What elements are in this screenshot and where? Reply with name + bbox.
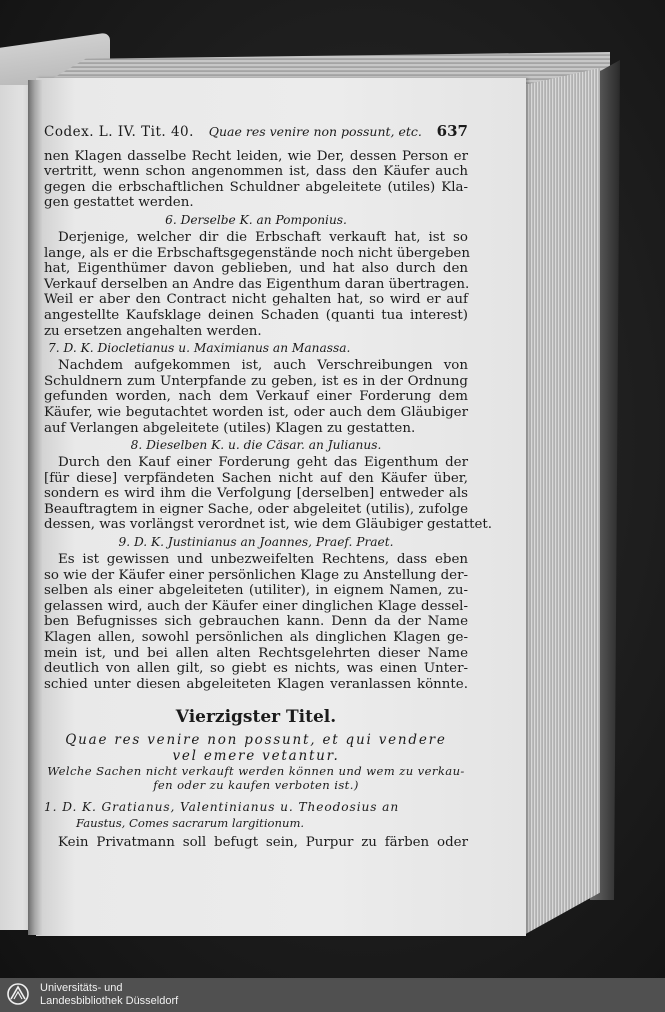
text-line: Verkauf derselben an Andre das Eigenthum daran übertragen. (44, 276, 470, 292)
text-line: schied unter diesen abgeleiteten Klagen veranlassen könnte. (44, 676, 468, 692)
latin-title-line: Quae res venire non possunt, et qui vendere (65, 732, 447, 748)
text-line: Derjenige, welcher dir die Erbschaft verkauft hat, ist so (58, 229, 468, 245)
text-line: Klagen allen, sowohl persönlichen als dinglichen Klagen ge- (44, 630, 468, 646)
text-line: auf Verlangen abgeleitete (utiles) Klagen zu gestatten. (44, 420, 416, 436)
text-line: dessen, was vorlängst verordnet ist, wie dem Gläubiger gestattet. (44, 517, 493, 533)
heading-law-7: 7. D. K. Diocletianus u. Maximianus an Manassa. (48, 341, 351, 356)
text-line: Käufer, wie begutachtet worden ist, oder auch dem Gläubiger (44, 404, 468, 420)
heading-law-9: 9. D. K. Justinianus an Joannes, Praef. Praet. (118, 535, 394, 550)
page-side-edges (522, 68, 600, 936)
text-line: sondern es wird ihm die Verfolgung [derselben] entweder als (44, 486, 468, 502)
text-line: gelassen wird, auch der Käufer einer dinglichen Klage dessel- (44, 598, 468, 614)
text-line: ben Befugnisses sich gebrauchen kann. Denn da der Name (44, 614, 468, 630)
text-line: Beauftragtem in eigner Sache, oder abgeleitet (utilis), zufolge (44, 501, 468, 517)
heading-law-1: 1. D. K. Gratianus, Valentinianus u. Theodosius an (44, 800, 400, 814)
heading-law-1-continued: Faustus, Comes sacrarum largitionum. (76, 815, 305, 830)
running-header (44, 124, 468, 141)
heading-law-8: 8. Dieselben K. u. die Cäsar. an Julianus. (130, 438, 382, 453)
text-line: Durch den Kauf einer Forderung geht das Eigenthum der (58, 455, 468, 471)
page-text (44, 122, 493, 851)
german-title-line: Welche Sachen nicht verkauft werden können und wem zu verkau- (47, 764, 465, 778)
text-line: gen gestattet werden. (44, 195, 194, 211)
text-line: angestellte Kaufsklage deinen Schaden (quanti tua interest) (44, 307, 468, 323)
text-line: hat, Eigenthümer davon geblieben, und hat also durch den (44, 261, 468, 277)
paragraph-law-7 (44, 358, 468, 436)
text-line: nen Klagen dasselbe Recht leiden, wie Der, dessen Person er (44, 148, 468, 164)
text-line: gefunden worden, nach dem Verkauf einer Forderung dem (44, 389, 468, 405)
text-line: deutlich von allen gilt, so giebt es nichts, was einen Unter- (44, 661, 468, 677)
library-name-line1: Universitäts- und (40, 982, 123, 994)
text-line: Es ist gewissen und unbezweifelten Rechtens, dass eben (58, 552, 468, 568)
text-line: gegen die erbschaftlichen Schuldner abgeleitete (utiles) Kla- (44, 179, 468, 195)
paragraph-law-6 (44, 230, 468, 339)
text-line: [für diese] verpfändeten Sachen nicht auf den Käufer über, (44, 470, 468, 486)
library-name[interactable] (40, 982, 178, 1008)
german-title-line: fen oder zu kaufen verboten ist.) (153, 778, 359, 792)
section-title: Vierzigster Titel. (175, 707, 337, 728)
latin-title-line: vel emere vetantur. (172, 748, 340, 764)
heading-law-6: 6. Derselbe K. an Pomponius. (165, 212, 347, 227)
text-line: Kein Privatmann soll befugt sein, Purpur zu färben oder (58, 835, 468, 851)
paragraph-continued (44, 149, 468, 211)
header-codex: Codex. L. IV. Tit. 40. (44, 124, 194, 140)
text-line: Nachdem aufgekommen ist, auch Verschreibungen von (58, 358, 468, 374)
text-line: vertritt, wenn schon angenommen ist, dass den Käufer auch (44, 164, 468, 180)
text-line: lange, als er die Erbschaftsgegenstände noch nicht übergeben (44, 245, 470, 261)
text-line: so wie der Käufer einer persönlichen Klage zu Anstellung der- (44, 567, 468, 583)
text-line: zu ersetzen angehalten werden. (44, 323, 262, 339)
ulb-logo-icon (6, 982, 30, 1006)
library-footer-bar (0, 978, 665, 1012)
paragraph-law-9 (44, 552, 468, 692)
text-line: Weil er aber den Contract nicht gehalten hat, so wird er auf (44, 292, 468, 308)
library-name-line2: Landesbibliothek Düsseldorf (40, 995, 179, 1007)
text-line: mein ist, und bei allen alten Rechtsgelehrten dieser Name (44, 645, 468, 661)
page-number: 637 (436, 122, 468, 140)
book-gutter (28, 80, 42, 935)
header-title: Quae res venire non possunt, etc. (208, 124, 422, 139)
text-line: selben als einer abgeleiteten (utiliter), in eignem Namen, zu- (44, 583, 468, 599)
paragraph-law-8 (44, 455, 493, 533)
text-line: Schuldnern zum Unterpfande zu geben, ist es in der Ordnung (44, 373, 468, 389)
